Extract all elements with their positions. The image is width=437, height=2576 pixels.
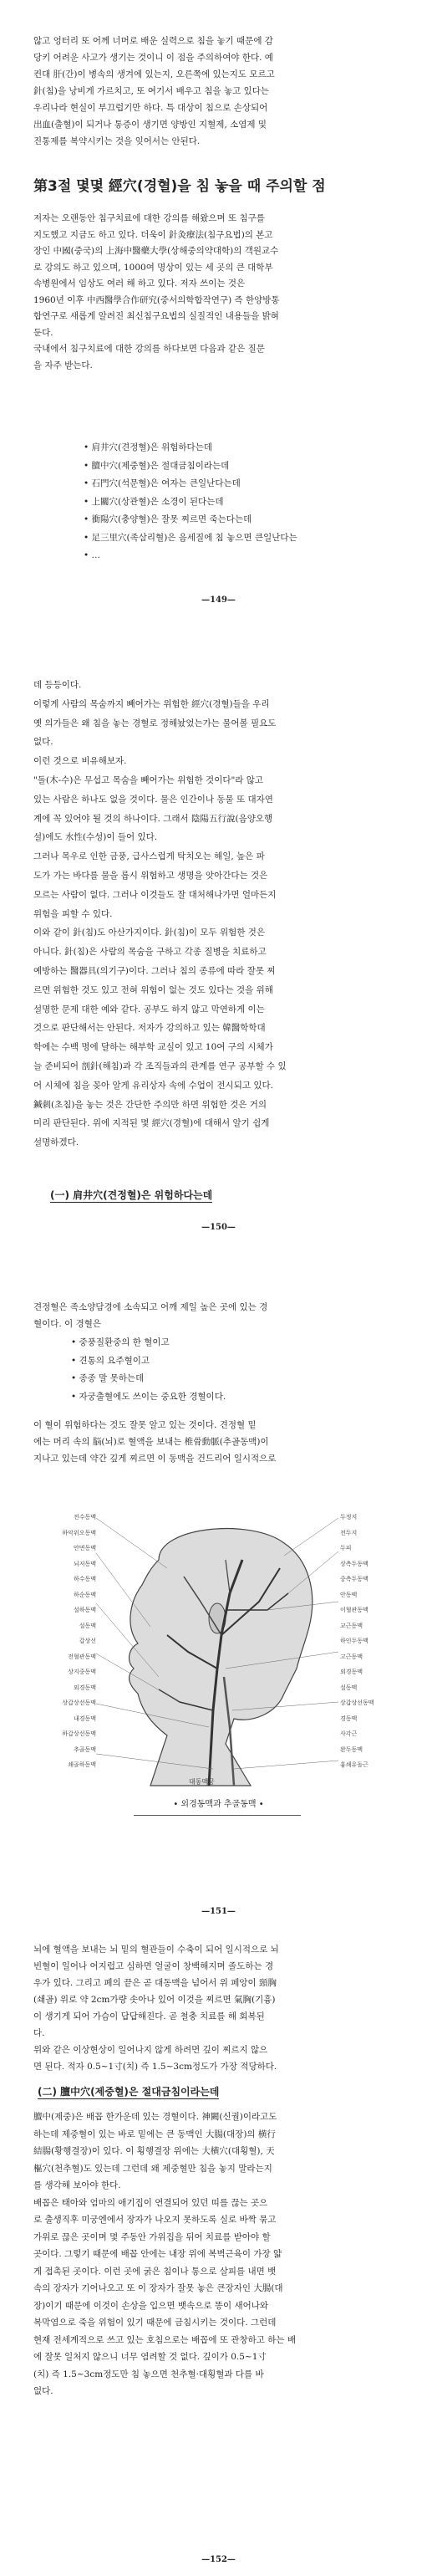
- anatomy-label: 설하동맥: [73, 1607, 96, 1613]
- anatomy-label: 두정지: [340, 1514, 358, 1521]
- text-line: 를 생각해 보아야 한다.: [33, 2180, 121, 2190]
- text-line: 학에는 수백 명에 달하는 해부학 교실이 있고 10여 구의 시체가: [33, 1042, 273, 1053]
- text-line: 예방하는 醫器具(의기구)이다. 그러나 침의 종류에 따라 잘못 찌: [33, 966, 276, 976]
- text-line: 계에 꼭 있어야 될 것의 하나이다. 그래서 陰陽五行說(음양오행: [33, 813, 273, 824]
- feature-list: [71, 1334, 355, 1406]
- list-item: • 足三里穴(족삼리혈)은 음세질에 침 놓으면 큰일난다는: [84, 529, 368, 548]
- text-line: 모르는 사람이 없다. 그러나 이것들도 잘 대처해나가면 얼마든지: [33, 889, 277, 900]
- text-line: (치) 즉 1.5~3cm정도만 침 놓으면 천추혈·대횡혈과 다를 바: [33, 2369, 264, 2379]
- text-line: 도가 가는 바다를 물을 롭시 위험하고 생명을 앗아간다는 것은: [33, 871, 268, 881]
- text-line: 둔다.: [33, 327, 53, 338]
- text-line: 그러나 목우로 인한 금풍, 급사스럽게 탁치오는 해일, 높은 파: [33, 851, 265, 862]
- list-item: • 자궁출혈에도 쓰이는 중요한 경혈이다.: [71, 1388, 355, 1407]
- anatomy-label: 쇄골하동맥: [68, 1761, 96, 1768]
- text-line: 없다.: [33, 2386, 53, 2396]
- anatomy-label: 고근동맥: [340, 1653, 363, 1660]
- page-152: [0, 1932, 437, 2576]
- anatomy-label: 외경동맥: [340, 1669, 363, 1675]
- text-line: 합연구로 새롭게 알려진 최신침구요법의 실질적인 내용들을 밝혀: [33, 311, 279, 321]
- text-line: 없다.: [33, 737, 53, 748]
- anatomy-label: 하갑상선동맥: [62, 1730, 96, 1737]
- anatomy-label: 중측두동맥: [340, 1576, 368, 1582]
- text-line: 혈이다. 이 경혈은: [33, 1319, 102, 1329]
- page-number: —151—: [201, 1907, 236, 1916]
- text-line: 저자는 오랜동안 침구치료에 대한 강의를 해왔으며 또 침구를: [33, 213, 265, 223]
- text-line: 현재 전세계적으로 쓰고 있는 호침으로는 배꼽에 또 관창하고 하는 배: [33, 2334, 297, 2345]
- page-150: [0, 644, 437, 1288]
- anatomy-label: 경동맥: [340, 1715, 358, 1722]
- anatomy-label: 하인두동맥: [340, 1638, 368, 1644]
- text-line: 하는데 제중혈이 있는 바로 밑에는 큰 동맥인 大腸(대장)의 横行: [33, 2129, 276, 2139]
- anatomy-label: 상갑상선동맥: [62, 1699, 96, 1706]
- anatomy-label: 교근동맥: [340, 1622, 363, 1629]
- anatomy-diagram: [33, 1510, 404, 1790]
- text-line: 면 된다. 적자 0.5~1寸(치) 즉 1.5~3cm정도가 가장 적당하다.: [33, 2062, 277, 2072]
- anatomy-label: 전두지: [340, 1529, 358, 1536]
- text-line: 설명한 문제 대한 예와 같다. 공부도 하지 않고 막연하게 이는: [33, 1004, 265, 1015]
- text-line: 장인 中國(중국)의 上海中醫藥大學(상해중의약대학)의 객원교수: [33, 246, 279, 256]
- anatomy-label: 전수동맥: [73, 1514, 96, 1521]
- figure-divider: [134, 1815, 301, 1816]
- list-item: • 肩井穴(견정혈)은 위험하다는데: [84, 439, 368, 457]
- text-line: 국내에서 침구치료에 대한 강의를 하다보면 다음과 같은 질문: [33, 344, 265, 354]
- anatomy-label: 추골동맥: [73, 1745, 96, 1753]
- text-line: 膻中(제중)은 배꼽 한가운데 있는 경혈이다. 神闕(신궐)이라고도: [33, 2112, 277, 2122]
- anatomy-label: 외경동맥: [73, 1684, 96, 1691]
- text-line: 出血(출혈)이 되거나 통증이 생기면 양방인 지혈제, 소염제 및: [33, 120, 267, 130]
- list-item: • …: [84, 547, 368, 565]
- text-line: 있는 사람은 하나도 없을 것이다. 물은 인간이나 동물 또 대자연: [33, 794, 273, 805]
- anatomy-label: 상갑상선동맥: [340, 1699, 374, 1706]
- text-line: 미리 판단된다. 위에 지적된 몇 經穴(경혈)에 대해서 알기 쉽게: [33, 1118, 270, 1129]
- text-line: 이 혈이 위험하다는 것도 잘못 알고 있는 것이다. 견정혈 밑: [33, 1420, 257, 1430]
- text-line: 이와 같이 針(침)도 아산가지이다. 針(침)이 모두 위험한 것은: [33, 928, 266, 938]
- anatomy-label: 설동맥: [340, 1684, 358, 1691]
- anatomy-label: 두피: [340, 1545, 352, 1551]
- text-line: 에 잘못 일처지 않으니 너무 염려할 것 없다. 깊이가 0.5~1寸: [33, 2352, 267, 2362]
- text-line: 위험을 피할 수 있다.: [33, 908, 113, 919]
- list-item: • 衝陽穴(충양혈)은 잘못 찌르면 죽는다는데: [84, 511, 368, 529]
- list-item: • 견통의 요주혈이고: [71, 1352, 355, 1371]
- subheading: (二) 膻中穴(제중혈)은 절대금침이라는데: [38, 2086, 220, 2098]
- subheading: (一) 肩井穴(견정혈)은 위험하다는데: [50, 1189, 213, 1201]
- text-line: 장)이기 때문에 이것이 손상을 입으면 뱃속으로 똥이 새어나와: [33, 2300, 269, 2311]
- text-line: 樞穴(천추혈)도 있는데 그런데 왜 제중혈만 침을 놓지 말라는지: [33, 2163, 272, 2174]
- anatomy-label: 하순동맥: [73, 1591, 96, 1598]
- text-line: 늘 준비되어 剖針(해침)과 각 조직들과의 관계를 연구 공부할 수 있: [33, 1061, 287, 1071]
- text-line: 뇌에 혈액을 보내는 뇌 밑의 혈관들이 수축이 되어 일시적으로 뇌: [33, 1945, 279, 1955]
- text-line: 않고 엉터리 또 어께 너머로 배운 실력으로 침을 놓기 때문에 감: [33, 36, 273, 46]
- text-line: 진통제를 복약시키는 것을 잊어서는 안된다.: [33, 136, 201, 146]
- text-line: 이런 것으로 비유해보자.: [33, 756, 127, 767]
- text-line: 르면 위험한 것도 있고 전혀 위험이 없는 것도 있다는 것을 위해: [33, 984, 273, 995]
- question-list: [84, 439, 368, 565]
- anatomy-label: 설동맥: [79, 1622, 96, 1629]
- text-line: 게 접촉된 곳이다. 이런 곳에 굵은 침이나 통으로 살피를 내면 뱃: [33, 2266, 277, 2277]
- text-line: 針(침)을 낭비게 가르치고, 또 여기서 배우고 침을 놓고 있다는: [33, 86, 270, 96]
- text-line: 당키 어려운 사고가 생기는 것이니 이 점을 주의하여야 한다. 예: [33, 53, 273, 63]
- text-line: 복막염으로 죽을 위험이 있기 때문에 금침시키는 것이다. 그런데: [33, 2318, 277, 2328]
- anatomy-label: 갑상선: [79, 1638, 96, 1644]
- text-line: 빈혈이 일어나 어지럽고 심하면 얼굴이 창백해지며 졸도하는 경: [33, 1961, 274, 1971]
- figure-title: • 외경동맥과 추골동맥 •: [173, 1800, 264, 1809]
- text-line: 위와 같은 이상현상이 일어나지 않게 하려면 깊이 찌르지 않으: [33, 2045, 268, 2055]
- text-line: 속의 장자가 기어나오고 또 이 장자가 잘못 놓은 큰장자인 大腸(대: [33, 2283, 283, 2293]
- list-item: • 종종 말 못하는데: [71, 1370, 355, 1388]
- list-item: • 膻中穴(제중혈)은 절대금침이라는데: [84, 457, 368, 476]
- page-number: —152—: [201, 2555, 236, 2564]
- text-line: 설명하겠다.: [33, 1137, 79, 1148]
- text-line: 을 자주 받는다.: [33, 360, 93, 371]
- text-line: 1960년 이후 中西醫學合作研究(중서의학합작연구) 즉 한양방통: [33, 294, 280, 305]
- text-line: 옛 의가들은 왜 침을 놓는 경혈로 정해놨었는가는 물어볼 필요도: [33, 718, 277, 728]
- text-line: 結腸(황행결장)이 있다. 이 횡행결장 위에는 大横穴(대횡혈), 天: [33, 2146, 275, 2156]
- text-line: 로 출생직후 미궁엔에서 장자가 나오지 못하도록 실로 바짝 묶고: [33, 2215, 277, 2225]
- anatomy-label: 안면동맥: [73, 1545, 96, 1551]
- text-line: 에는 머리 속의 脳(뇌)로 혈액을 보내는 椎骨動脈(추골동맥)이: [33, 1437, 269, 1447]
- page-149: [0, 0, 437, 644]
- text-line: 데 등등이다.: [33, 680, 82, 690]
- text-line: 것으로 판단해서는 안된다. 저자가 강의하고 있는 韓醫학학대: [33, 1023, 266, 1034]
- anatomy-label: 하악위오동맥: [62, 1529, 96, 1536]
- text-line: (쇄골) 위로 약 2cm가량 솟아나 있어 이것을 찌르면 氣胸(기흉): [33, 1995, 276, 2005]
- text-line: "돌(木-수)은 무섭고 목숨을 빼어가는 위험한 것이다"라 않고: [33, 775, 264, 785]
- anatomy-label: 완두동맥: [340, 1745, 363, 1753]
- text-line: 우리나라 현실이 부끄럽기만 하다. 특 대상이 침으로 손상되어: [33, 103, 268, 113]
- anatomy-label: 흉쇄유돌근: [340, 1761, 368, 1768]
- page-number: —149—: [201, 595, 236, 605]
- text-line: 설)에도 水性(수성)이 들어 있다.: [33, 832, 158, 843]
- text-line: 배꼽은 태아와 엄마의 애기집이 연결되어 있던 띠를 끊는 곳으: [33, 2197, 268, 2208]
- anatomy-label: 상측두동맥: [340, 1560, 368, 1567]
- anatomy-label: 상지중동맥: [68, 1669, 96, 1675]
- text-line: 컨대 肝(간)이 병속의 생겨에 있는지, 오른쪽에 있는지도 모르고: [33, 69, 275, 79]
- text-line: 곳이다. 그렇기 때문에 배꼽 안에는 내장 위에 복벽근육이 가장 얇: [33, 2249, 282, 2259]
- text-line: 지도했고 지금도 하고 있다. 더욱이 針灸療法(침구요법)의 본고: [33, 229, 273, 240]
- text-line: 지나고 있는데 약간 깊게 찌르면 이 동맥을 건드리어 일시적으로: [33, 1454, 277, 1464]
- anatomy-label: 이혈관동맥: [340, 1607, 368, 1613]
- text-line: 견정혈은 족소양담경에 소속되고 어깨 제일 높은 곳에 있는 경: [33, 1302, 268, 1312]
- anatomy-label: 내경동맥: [73, 1715, 96, 1722]
- anatomy-label: 전혈관동맥: [68, 1653, 96, 1660]
- text-line: 鍼刺(초침)을 놓는 것은 간단한 주의만 하면 위험한 것은 거의: [33, 1099, 267, 1110]
- text-line: 우가 있다. 그리고 폐의 끝은 곧 대동맥을 넘어서 위 페앙이 頸胸: [33, 1978, 277, 1988]
- text-line: 가위로 끊은 곳이며 몇 주동안 가위집을 뒤어 치료를 받아야 할: [33, 2231, 271, 2242]
- text-line: 아니다. 針(침)은 사람의 목숨을 구하고 각종 질병을 치료하고: [33, 947, 267, 958]
- list-item: • 石門穴(석문혈)은 여자는 큰일난다는데: [84, 475, 368, 493]
- page-number: —150—: [201, 1223, 236, 1232]
- text-line: 이 생기게 되어 가슴이 답답해진다. 곧 철충 치료를 해 회복된: [33, 2011, 265, 2021]
- text-line: 다.: [33, 2028, 45, 2038]
- text-line: 이렇게 사람의 목숨까지 빼어가는 위험한 經穴(경혈)들을 우리: [33, 698, 270, 709]
- text-line: 속병원에서 임상도 여러 해 하고 있다. 저자 쓰이는 것은: [33, 279, 246, 289]
- anatomy-label: 뇌저동맥: [73, 1560, 96, 1567]
- list-item: • 중풍질환중의 한 혈이고: [71, 1334, 355, 1352]
- anatomy-label: 안동맥: [340, 1591, 358, 1598]
- section-heading: 第3절 몇몇 經穴(경혈)을 침 놓을 때 주의할 점: [33, 178, 326, 195]
- text-line: 어 시체에 침을 꽂아 알게 유리상자 속에 수업이 전시되고 있다.: [33, 1080, 273, 1091]
- text-line: 로 강의도 하고 있으며, 1000여 명상이 있는 세 곳의 큰 대학부: [33, 262, 273, 273]
- anatomy-label: 하수동맥: [73, 1576, 96, 1582]
- list-item: • 上關穴(상관혈)은 소경이 된다는데: [84, 493, 368, 512]
- aortic-arch-label: 대동맥궁: [189, 1778, 215, 1786]
- anatomy-label: 사각근: [340, 1730, 358, 1737]
